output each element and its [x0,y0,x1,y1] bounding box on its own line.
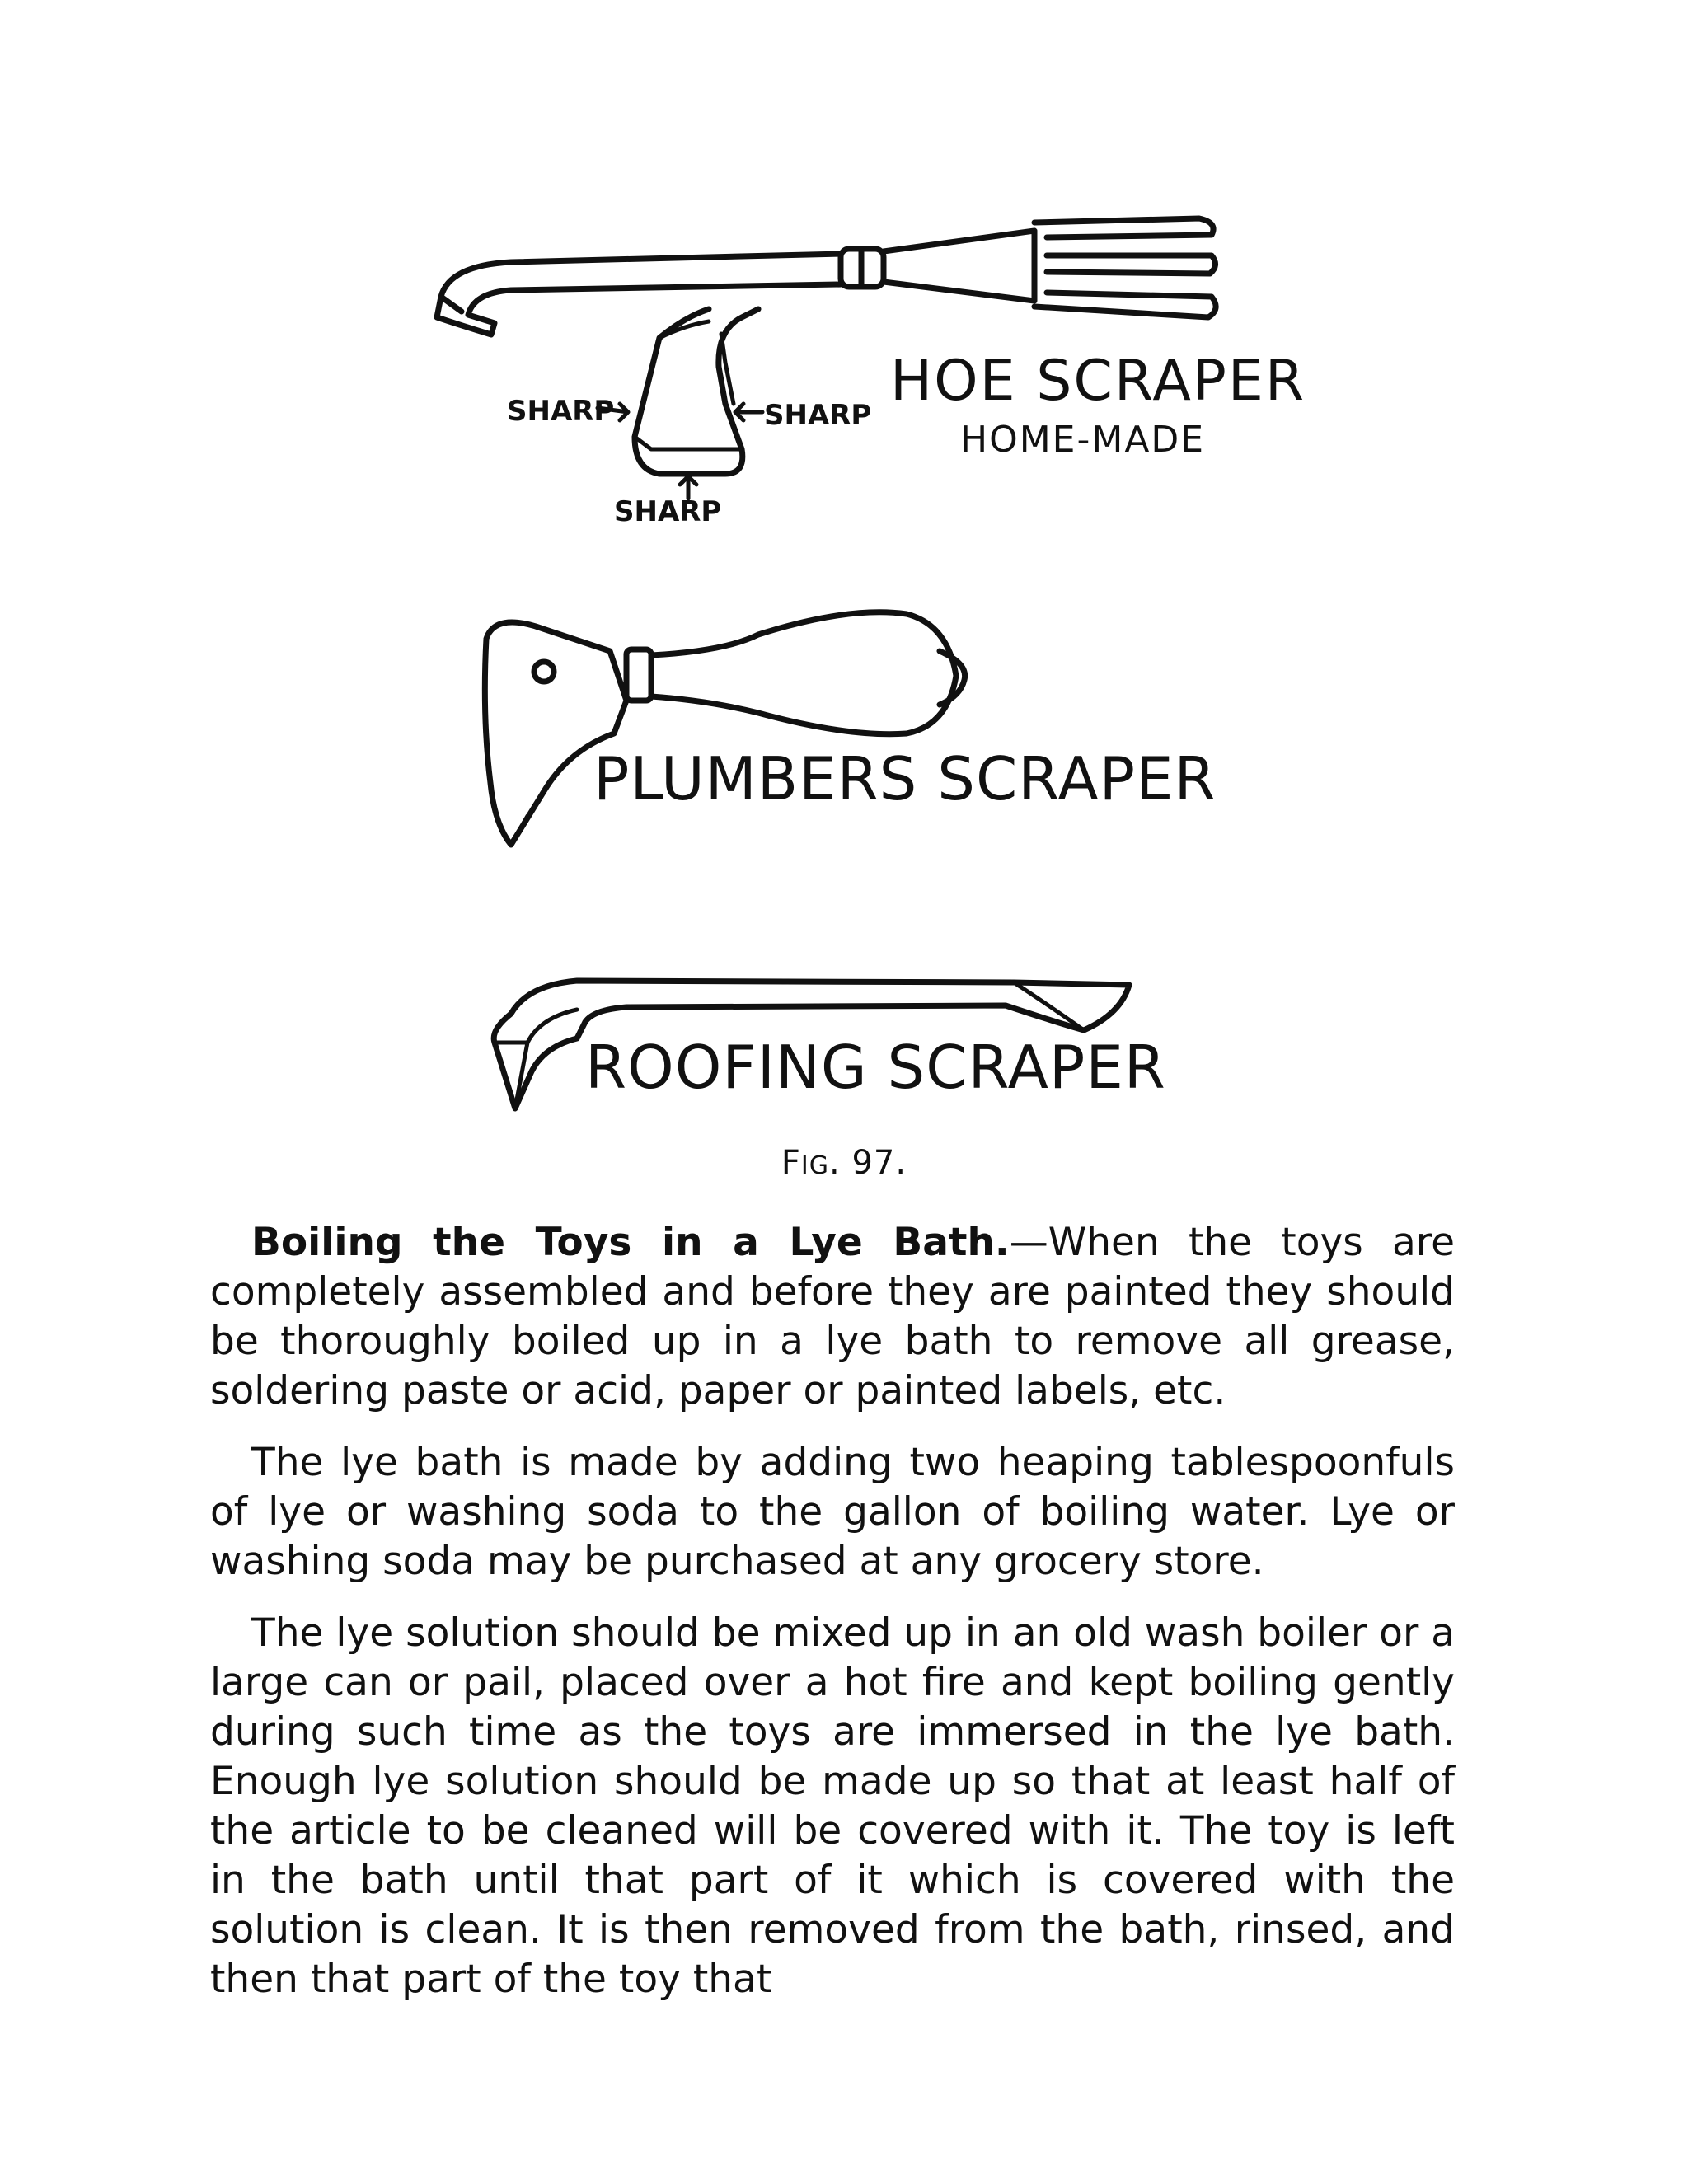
plumbers-scraper-label: PLUMBERS SCRAPER [593,744,1217,813]
paragraph-2 [210,1438,1455,1586]
sharp-label-bottom: SHARP [614,495,722,528]
caption-initial: F [781,1144,801,1182]
hoe-scraper-title: HOE SCRAPER [890,349,1306,414]
paragraph-1-body: —When the toys are completely assembled and before they are painted they should be thoroughly boiled up in a lye bath to remove all grease, soldering paste or acid, paper or painted labels, etc. [210,1220,1455,1413]
paragraph-3 [210,1609,1455,2004]
hoe-scraper-subtitle: HOME-MADE [960,419,1206,461]
paragraph-3-text: The lye solution should be mixed up in an old wash boiler or a large can or pail, placed over a hot fire and kept boiling gently during such time as the toys are immersed in the lye bath. Enough lye solution should be made up so that at least half of the article to be cleaned will be covered with it. The toy is left in the bath until that part of it which is covered with the solution is clean. It is then removed from the bath, rinsed, and then that part of the toy that [210,1610,1456,2002]
caption-smallcaps: IG [800,1151,830,1180]
caption-number: . 97. [829,1144,907,1182]
paragraph-heading: Boiling the Toys in a Lye Bath. [251,1220,1010,1265]
sharp-label-left: SHARP [507,395,615,428]
paragraph-2-text: The lye bath is made by adding two heaping tablespoonfuls of lye or washing soda to the gallon of boiling water. Lye or washing soda may be purchased at any grocery store. [210,1440,1455,1584]
paragraph-1 [210,1218,1455,1416]
figure-caption [0,1144,1688,1182]
sharp-label-right: SHARP [764,399,872,432]
roofing-scraper-label: ROOFING SCRAPER [585,1033,1166,1102]
